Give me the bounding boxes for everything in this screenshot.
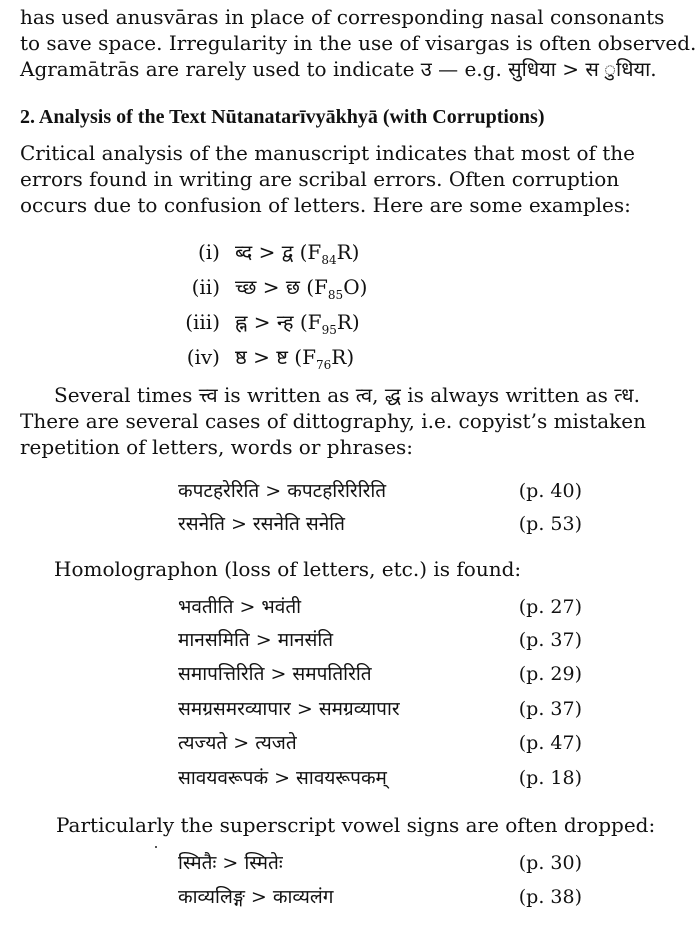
page-reference: (p. 29) [518, 663, 582, 685]
page-reference: (p. 30) [518, 852, 582, 874]
example-text: समापत्तिरिति > समपतिरिति [178, 663, 372, 685]
intro-line-3: occurs due to confusion of letters. Here are some examples: [20, 193, 631, 217]
example-text: सावयवरूपकं > सावयरूपकम् [178, 767, 387, 789]
example-number: (iii) [185, 310, 220, 334]
example-form: ह्न > न्ह $(F_{95}R)$ [235, 310, 360, 337]
page-reference: (p. 38) [518, 886, 582, 908]
example-text: रसनेति > रसनेति सनेति [178, 513, 346, 535]
example-text: समग्रसमरव्यापार > समग्रव्यापार [178, 698, 400, 720]
homolographon-example [0, 694, 600, 724]
dittography-example [0, 509, 600, 539]
page-reference: (p. 37) [518, 629, 582, 651]
dittography-example [0, 476, 600, 506]
letter-example [0, 343, 600, 371]
superscript-line: Particularly the superscript vowel signs are often dropped: [56, 813, 656, 837]
dittography-line-1: Several times त्त्व is written as त्व, द्ध is always written as त्ध. [54, 383, 640, 407]
page-reference: (p. 40) [518, 480, 582, 502]
homolographon-line: Homolographon (loss of letters, etc.) is found: [54, 557, 522, 581]
homolographon-example [0, 728, 600, 758]
example-text: भवतीति > भवंती [178, 596, 302, 618]
section-heading: 2. Analysis of the Text Nūtanatarīvyākhyā (with Corruptions) [20, 106, 545, 128]
page-reference: (p. 18) [518, 767, 582, 789]
opening-line-3: Agramātrās are rarely used to indicate उ — e.g. सुधिया > स ुधिया. [20, 57, 657, 81]
intro-line-2: errors found in writing are scribal errors. Often corruption [20, 167, 620, 191]
homolographon-example [0, 625, 600, 655]
letter-example [0, 238, 600, 266]
example-form: ब्द > द्व $(F_{84}R)$ [235, 240, 360, 267]
intro-paragraph [20, 140, 636, 218]
dittography-paragraph [20, 382, 646, 460]
page-reference: (p. 37) [518, 698, 582, 720]
example-form: च्छ > छ $(F_{85}O)$ [235, 275, 368, 302]
opening-paragraph [20, 4, 696, 82]
intro-line-1: Critical analysis of the manuscript indicates that most of the [20, 141, 636, 165]
superscript-example [0, 848, 600, 878]
example-text: कपटहरेरिति > कपटहरिरिरिति [178, 480, 387, 502]
page-reference: (p. 47) [518, 732, 582, 754]
letter-example [0, 308, 600, 336]
homolographon-example [0, 763, 600, 793]
dittography-line-3: repetition of letters, words or phrases: [20, 435, 414, 459]
homolographon-example [0, 659, 600, 689]
page-reference: (p. 27) [518, 596, 582, 618]
example-text: काव्यलिङ्ग > काव्यलंग [178, 886, 334, 908]
example-text: त्यज्यते > त्यजते [178, 732, 297, 754]
example-text: मानसमिति > मानसंति [178, 629, 334, 651]
homolographon-example [0, 592, 600, 622]
dittography-line-2: There are several cases of dittography, i.e. copyist’s mistaken [20, 409, 646, 433]
opening-line-1: has used anusvāras in place of corresponding nasal consonants [20, 5, 665, 29]
example-number: (ii) [191, 275, 220, 299]
example-text: स्मितैः > स्मितेः [178, 852, 283, 874]
page-reference: (p. 53) [518, 513, 582, 535]
letter-example [0, 273, 600, 301]
example-form: ष्ठ > ष्ट $(F_{76}R)$ [235, 345, 355, 372]
example-number: (i) [197, 240, 220, 264]
example-number: (iv) [186, 345, 220, 369]
superscript-example [0, 882, 600, 912]
opening-line-2: to save space. Irregularity in the use of visargas is often observed. [20, 31, 696, 55]
